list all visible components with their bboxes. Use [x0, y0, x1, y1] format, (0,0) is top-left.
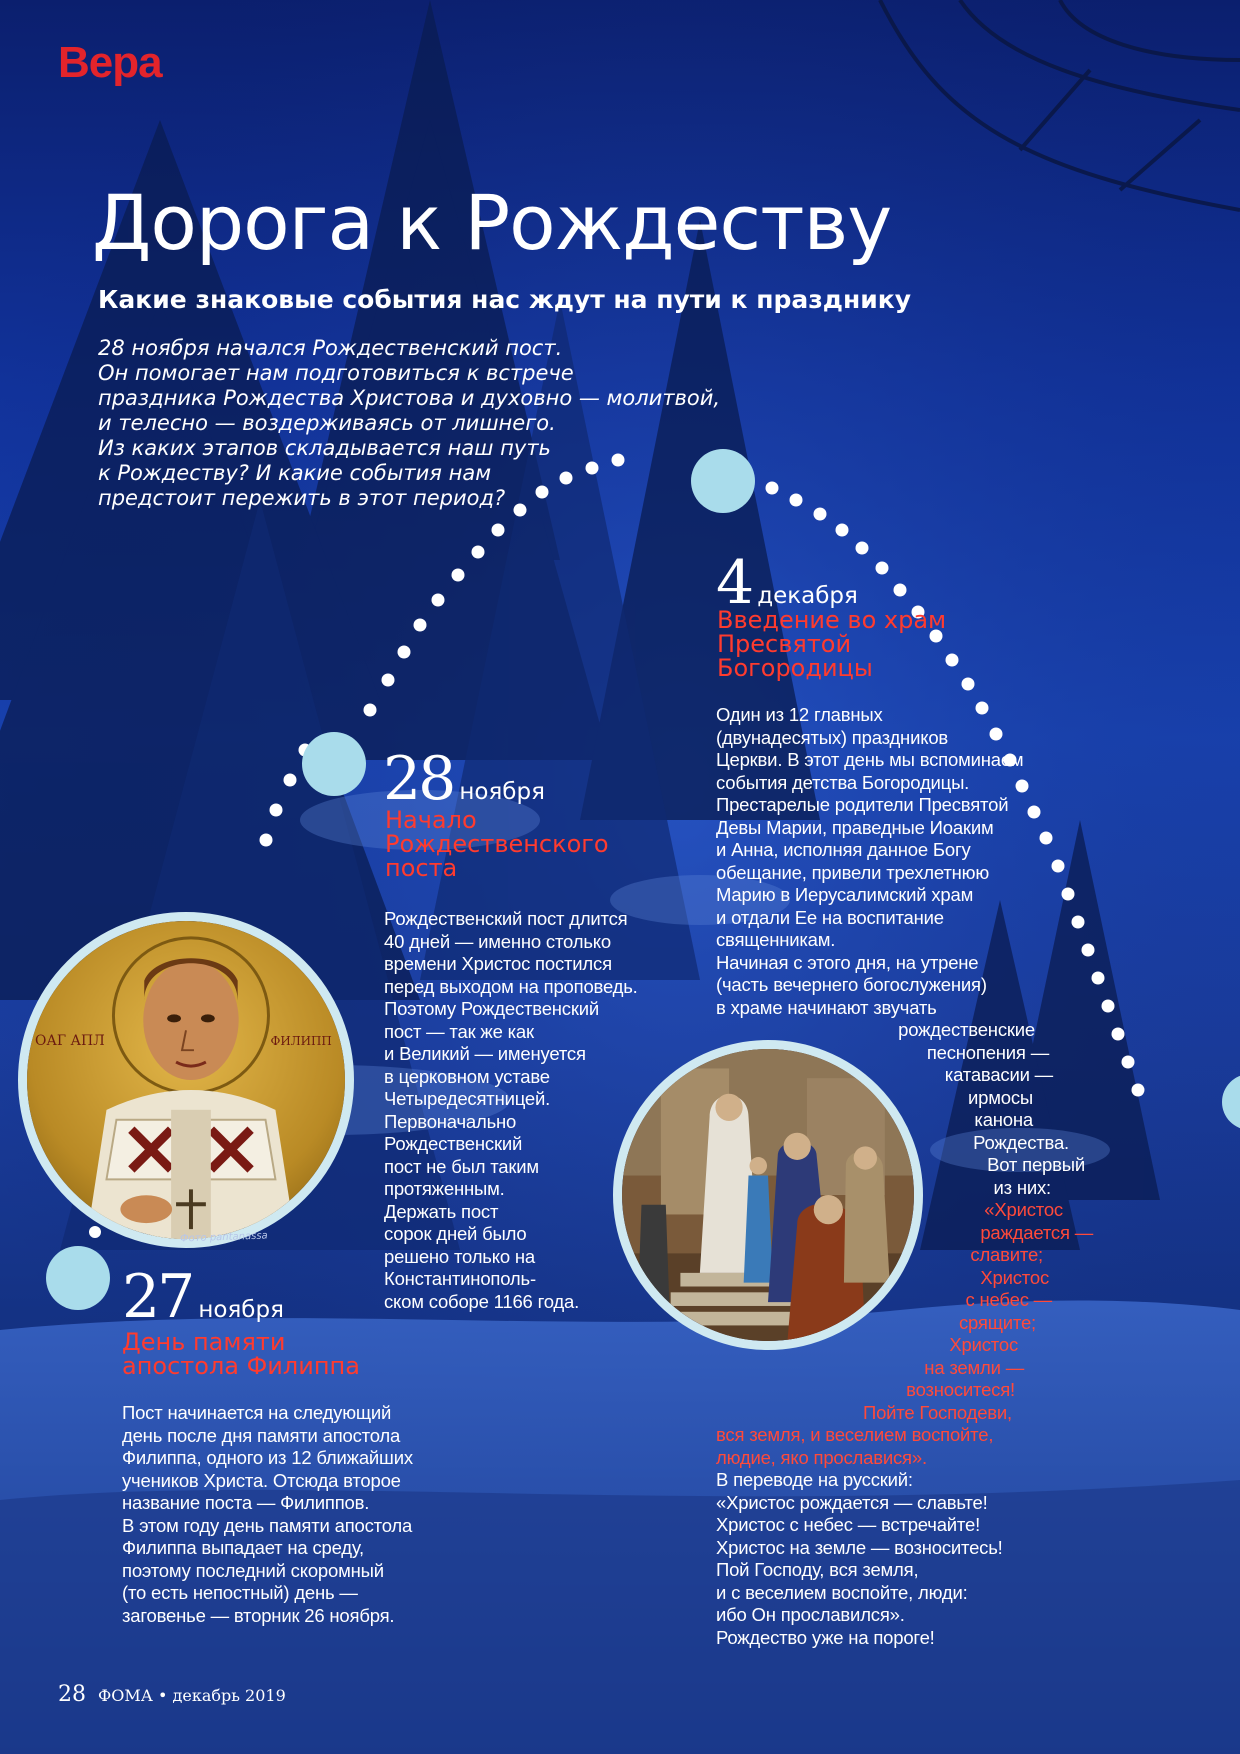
- timeline-dot: [1132, 1084, 1145, 1097]
- text-line: времени Христос постился: [384, 953, 612, 974]
- magazine-issue: ФОМА • декабрь 2019: [98, 1686, 286, 1705]
- event-date-nov-27: [122, 1262, 284, 1332]
- text-line: Девы Марии, праведные Иоаким: [716, 816, 994, 838]
- hymn-and-translation: [716, 1424, 1096, 1649]
- timeline-dot: [382, 674, 395, 687]
- event-title-line: апостола Филиппа: [122, 1352, 360, 1380]
- text-line: Церкви. В этот день мы вспоминаем: [716, 749, 1024, 770]
- date-month: декабря: [757, 583, 858, 609]
- text-line: Первоначально: [384, 1110, 517, 1132]
- date-month: ноября: [459, 779, 545, 805]
- hymn-line: Христос: [949, 1334, 1018, 1355]
- translation-line: В переводе на русский:: [716, 1469, 913, 1490]
- event-title-fast-start: [385, 808, 609, 880]
- text-line: и Анна, исполняя данное Богу: [716, 839, 971, 860]
- text-line: (двунадесятых) праздников: [716, 726, 949, 748]
- text-line: (то есть непостный) день —: [122, 1582, 358, 1603]
- event-text-presentation-wrap: [820, 1019, 1085, 1199]
- timeline-dot: [284, 774, 297, 787]
- date-day: 27: [122, 1262, 193, 1332]
- timeline-dot: [876, 562, 889, 575]
- hymn-line: раждается —: [980, 1221, 1093, 1243]
- page-footer: [58, 1682, 286, 1707]
- text-line: Вот первый: [987, 1154, 1085, 1175]
- hymn-line: на земли —: [924, 1356, 1024, 1378]
- event-title-line: Рождественского: [385, 830, 609, 858]
- page-title: Дорога к Рождеству: [92, 178, 892, 267]
- lead-paragraph: [98, 336, 818, 511]
- timeline-dot: [452, 569, 465, 582]
- text-line: Пост начинается на следующий: [122, 1402, 392, 1423]
- page-subtitle: Какие знаковые события нас ждут на пути к празднику: [98, 285, 912, 314]
- text-line: Четыредесятницей.: [384, 1088, 551, 1109]
- text-line: пост не был таким: [384, 1155, 539, 1177]
- text-line: ском соборе 1166 года.: [384, 1290, 580, 1312]
- timeline-dot: [432, 594, 445, 607]
- timeline-dot: [946, 654, 959, 667]
- event-title-line: Богородицы: [717, 654, 873, 682]
- timeline-dot: [398, 646, 411, 659]
- hymn-line: с небес —: [965, 1289, 1052, 1310]
- event-title-line: Начало: [385, 806, 477, 834]
- text-line: Филиппа выпадает на среду,: [122, 1537, 364, 1558]
- text-line: Держать пост: [384, 1200, 499, 1222]
- text-line: учеников Христа. Отсюда второе: [122, 1469, 401, 1491]
- date-day: 28: [383, 744, 454, 814]
- apostle-philip-icon-image: [27, 921, 345, 1239]
- lead-line: Он помогает нам подготовиться к встрече: [98, 361, 574, 385]
- text-line: священникам.: [716, 929, 836, 950]
- text-line: канона: [974, 1109, 1033, 1130]
- text-line: 40 дней — именно столько: [384, 930, 611, 952]
- text-line: заговенье — вторник 26 ноября.: [122, 1604, 395, 1626]
- text-line: Один из 12 главных: [716, 704, 883, 725]
- timeline-dot: [492, 524, 505, 537]
- event-title-line: Пресвятой: [717, 630, 852, 658]
- date-day: 4: [716, 548, 752, 618]
- timeline-dot: [364, 704, 377, 717]
- text-line: Константинополь-: [384, 1268, 536, 1289]
- text-line: перед выходом на проповедь.: [384, 975, 638, 997]
- timeline-dot: [1102, 1000, 1115, 1013]
- event-title-line: Введение во храм: [717, 606, 947, 634]
- event-text-apostle-philip: [122, 1402, 542, 1627]
- text-line: обещание, привели трехлетнюю: [716, 861, 990, 883]
- text-line: и Великий — именуется: [384, 1043, 586, 1064]
- text-line: Начиная с этого дня, на утрене: [716, 951, 979, 973]
- lead-line: 28 ноября начался Рождественский пост.: [98, 336, 563, 360]
- text-line: события детства Богородицы.: [716, 771, 970, 793]
- lead-line: Из каких этапов складывается наш путь: [98, 436, 551, 460]
- section-label: Вера: [58, 38, 162, 87]
- hymn-text-wrap: [820, 1199, 1095, 1424]
- lead-line: праздника Рождества Христова и духовно — молитвой,: [98, 386, 721, 410]
- text-line: протяженным.: [384, 1178, 505, 1199]
- timeline-dot: [270, 804, 283, 817]
- text-line: название поста — Филиппов.: [122, 1492, 370, 1513]
- text-line: решено только на: [384, 1245, 535, 1267]
- event-text-presentation: [716, 704, 1096, 1019]
- timeline-node-nov-28: [302, 732, 366, 796]
- hymn-line: возноситеся!: [906, 1379, 1015, 1400]
- translation-line: «Христос рождается — славьте!: [716, 1491, 988, 1513]
- translation-line: Рождество уже на пороге!: [716, 1626, 935, 1648]
- timeline-node-nov-27: [46, 1246, 110, 1310]
- hymn-line: людие, яко прославися».: [716, 1446, 927, 1468]
- text-line: катавасии —: [944, 1064, 1053, 1085]
- text-line: Поэтому Рождественский: [384, 998, 600, 1019]
- icon-inscription-left: ОАГ АПЛ: [34, 1033, 105, 1050]
- hymn-line: срящите;: [959, 1311, 1036, 1333]
- event-title-line: поста: [385, 854, 458, 882]
- text-line: Филиппа, одного из 12 ближайших: [122, 1447, 413, 1468]
- icon-inscription-right: ФИЛИПП: [270, 1034, 332, 1049]
- text-line: ирмосы: [968, 1086, 1033, 1108]
- hymn-line: «Христос: [984, 1199, 1063, 1220]
- text-line: Рождества.: [973, 1131, 1069, 1153]
- text-line: песнопения —: [926, 1041, 1049, 1063]
- timeline-node-next: [1222, 1074, 1240, 1130]
- text-line: Рождественский пост длится: [384, 908, 628, 929]
- lead-line: и телесно — воздерживаясь от лишнего.: [98, 411, 556, 435]
- text-line: Престарелые родители Пресвятой: [716, 794, 1009, 815]
- text-line: В этом году день памяти апостола: [122, 1514, 413, 1536]
- timeline-dot: [1122, 1056, 1135, 1069]
- date-month: ноября: [198, 1297, 284, 1323]
- timeline-dot: [1112, 1028, 1125, 1041]
- text-line: (часть вечернего богослужения): [716, 974, 987, 995]
- timeline-dot: [836, 524, 849, 537]
- hymn-line: славите;: [970, 1244, 1043, 1265]
- photo-credit: Фото pantanassa: [179, 1230, 268, 1245]
- timeline-dot: [260, 834, 273, 847]
- text-line: в храме начинают звучать: [716, 996, 937, 1018]
- event-title-apostle-philip: [122, 1330, 360, 1378]
- timeline-dot: [962, 678, 975, 691]
- timeline-dot: [472, 546, 485, 559]
- text-line: Марию в Иерусалимский храм: [716, 884, 974, 905]
- hymn-line: вся земля, и веселием воспойте,: [716, 1424, 994, 1445]
- translation-line: Христос на земле — возноситесь!: [716, 1536, 1003, 1558]
- event-title-line: День памяти: [122, 1328, 286, 1356]
- timeline-dot: [89, 1226, 101, 1238]
- page-number: 28: [58, 1682, 86, 1707]
- lead-line: к Рождеству? И какие события нам: [98, 461, 492, 485]
- text-line: рождественские: [898, 1019, 1035, 1040]
- text-line: сорок дней было: [384, 1223, 527, 1244]
- text-line: поэтому последний скоромный: [122, 1559, 384, 1581]
- text-line: и отдали Ее на воспитание: [716, 906, 944, 928]
- translation-line: ибо Он прославился».: [716, 1604, 905, 1625]
- text-line: в церковном уставе: [384, 1065, 550, 1087]
- hymn-line: Пойте Господеви,: [862, 1401, 1012, 1423]
- text-line: пост — так же как: [384, 1020, 534, 1042]
- translation-line: Христос с небес — встречайте!: [716, 1514, 981, 1535]
- lead-line: предстоит пережить в этот период?: [98, 486, 506, 510]
- event-date-nov-28: [383, 744, 545, 814]
- text-line: день после дня памяти апостола: [122, 1424, 401, 1446]
- translation-line: Пой Господу, вся земля,: [716, 1559, 919, 1580]
- text-line: Рождественский: [384, 1133, 523, 1154]
- event-text-fast-start: [384, 908, 714, 1313]
- timeline-dot: [414, 619, 427, 632]
- apostle-philip-icon-medallion: [18, 912, 354, 1248]
- text-line: из них:: [993, 1176, 1051, 1198]
- hymn-line: Христос: [980, 1266, 1049, 1288]
- translation-line: и с веселием воспойте, люди:: [716, 1581, 968, 1603]
- timeline-dot: [894, 584, 907, 597]
- event-title-presentation: [717, 608, 946, 680]
